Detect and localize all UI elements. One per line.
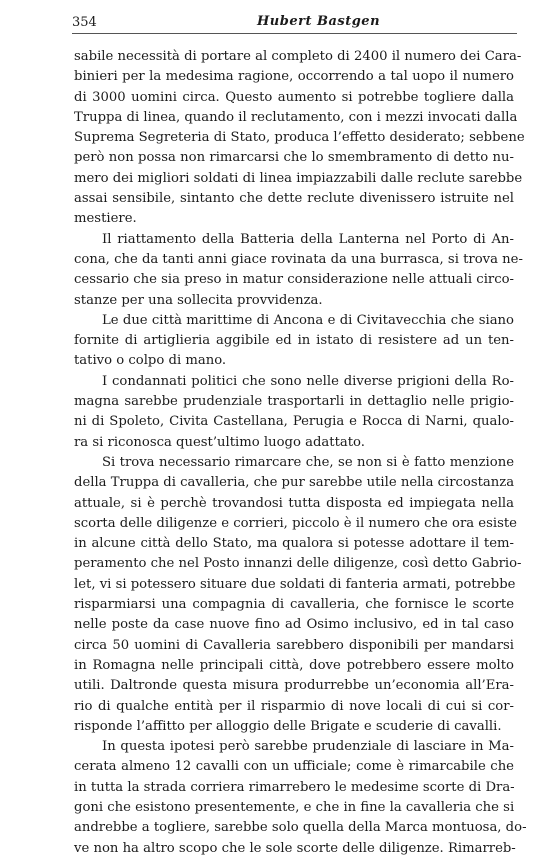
text-line: ve non ha altro scopo che le sole scorte delle diligenze. Rimarreb- [74, 840, 516, 856]
text-line: let, vi si potessero situare due soldati di fanteria armati, potrebbe [74, 576, 516, 592]
running-head: Hubert Bastgen [257, 14, 381, 29]
text-line: fornite di artiglieria aggibile ed in istato di resistere ad un ten- [74, 333, 514, 349]
text-line: andrebbe a togliere, sarebbe solo quella della Marca montuosa, do- [74, 820, 527, 836]
text-line: utili. Daltronde questa misura produrrebbe un’economia all’Era- [74, 678, 514, 694]
text-line: circa 50 uomini di Cavalleria sarebbero disponibili per mandarsi [74, 637, 514, 653]
text-line: però non possa non rimarcarsi che lo smembramento di detto nu- [74, 150, 514, 166]
text-line: Il riattamento della Batteria della Lanterna nel Porto di An- [102, 231, 514, 247]
text-line: attuale, si è perchè trovandosi tutta disposta ed impiegata nella [74, 495, 514, 511]
text-line: Le due città marittime di Ancona e di Civitavecchia che siano [102, 312, 514, 328]
text-line: magna sarebbe prudenziale trasportarli in dettaglio nelle prigio- [74, 394, 514, 410]
text-line: assai sensibile, sintanto che dette reclute divenissero istruite nel [74, 191, 514, 207]
text-line: scorta delle diligenze e corrieri, piccolo è il numero che ora esiste [74, 515, 517, 531]
text-line: In questa ipotesi però sarebbe prudenziale di lasciare in Ma- [102, 739, 514, 755]
text-line: in tutta la strada corriera rimarrebero le medesime scorte di Dra- [74, 779, 515, 795]
text-line: risponde l’affitto per alloggio delle Brigate e scuderie di cavalli. [74, 718, 502, 734]
text-line: ni di Spoleto, Civita Castellana, Perugia e Rocca di Narni, qualo- [74, 414, 514, 430]
text-line: peramento che nel Posto innanzi delle diligenze, così detto Gabrio- [74, 556, 522, 572]
paragraph-citta-marittime [74, 311, 514, 372]
page-number: 354 [72, 15, 97, 30]
paragraph-truppa-cavalleria [74, 453, 522, 737]
page-header [72, 15, 517, 34]
paragraph-truppa-linea [74, 47, 525, 230]
text-line: rio di qualche entità per il risparmio di nove locali di cui si cor- [74, 698, 514, 714]
text-line: cerata almeno 12 cavalli con un ufficiale; come è rimarcabile che [74, 759, 514, 775]
text-line: Suprema Segreteria di Stato, produca l’effetto desiderato; sebbene [74, 130, 525, 146]
text-line: goni che esistono presentemente, e che in fine la cavalleria che si [74, 799, 515, 815]
text-line: cessario che sia preso in matur considerazione nelle attuali circo- [74, 272, 514, 288]
text-line: della Truppa di cavalleria, che pur sarebbe utile nella circostanza [74, 475, 515, 491]
text-line: di 3000 uomini circa. Questo aumento si potrebbe togliere dalla [74, 89, 514, 105]
paragraph-macerata [74, 737, 527, 859]
text-line: I condannati politici che sono nelle diverse prigioni della Ro- [102, 373, 514, 389]
text-line: in Romagna nelle principali città, dove potrebbero essere molto [74, 657, 514, 673]
text-line: sabile necessità di portare al completo di 2400 il numero dei Cara- [74, 49, 522, 64]
text-line: Si trova necessario rimarcare che, se non si è fatto menzione [102, 454, 514, 470]
text-line: cona, che da tanti anni giace rovinata da una burrasca, si trova ne- [74, 251, 523, 267]
text-line: mero dei migliori soldati di linea impiazzabili dalle reclute sarebbe [74, 170, 523, 186]
text-line: stanze per una sollecita provvidenza. [74, 292, 323, 308]
paragraph-batteria-lanterna [74, 230, 523, 311]
text-line: binieri per la medesima ragione, occorrendo a tal uopo il numero [74, 69, 514, 85]
page-body [74, 47, 527, 859]
text-line: mestiere. [74, 211, 137, 227]
text-line: tativo o colpo di mano. [74, 353, 227, 369]
text-line: Truppa di linea, quando il reclutamento, con i mezzi invocati dalla [74, 109, 518, 125]
paragraph-condannati-politici [74, 372, 514, 453]
text-line: ra si riconosca quest’ultimo luogo adattato. [74, 434, 365, 450]
text-line: in alcune città dello Stato, ma qualora si potesse adottare il tem- [74, 536, 514, 552]
text-line: risparmiarsi una compagnia di cavalleria, che fornisce le scorte [74, 597, 514, 613]
text-line: nelle poste da case nuove fino ad Osimo inclusivo, ed in tal caso [74, 617, 514, 633]
